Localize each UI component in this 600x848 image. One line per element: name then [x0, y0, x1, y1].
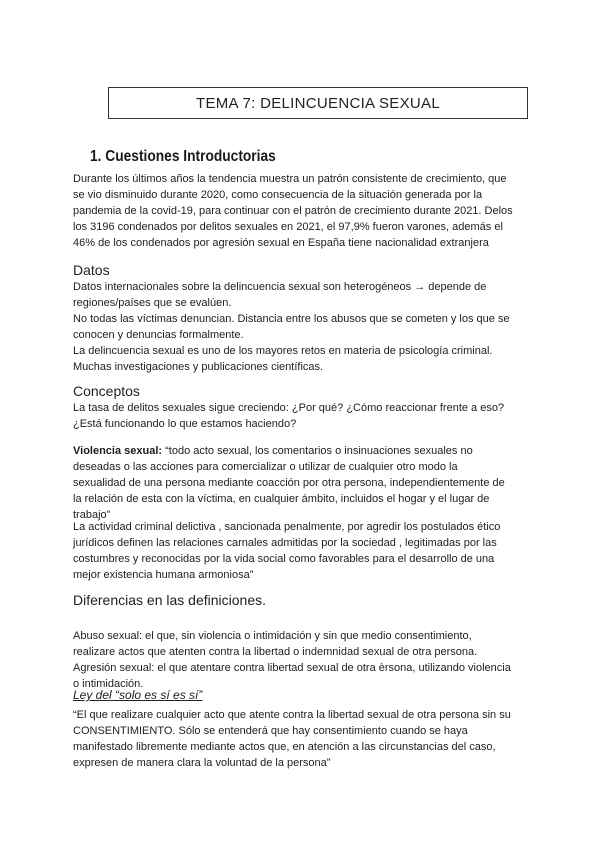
actividad-paragraph	[73, 519, 513, 583]
datos-line: Datos internacionales sobre la delincuencia sexual son heterogéneos → depende de regiones/países que se evalúen.	[73, 281, 487, 309]
datos-line: No todas las víctimas denuncian. Distancia entre los abusos que se cometen y los que se conocen y denuncias formalmente.	[73, 313, 510, 341]
violencia-label: Violencia sexual:	[73, 445, 163, 457]
violencia-text: “todo acto sexual, los comentarios o insinuaciones sexuales no deseadas o las acciones para comercializar o utilizar de cualquier otro modo la sexualidad de una persona mediante coacción por otra persona, independientemente de la relación de esta con la víctima, en cualquier ámbito, incluidos el hogar y el lugar de trabajo”	[73, 445, 505, 521]
agresion-text: Agresión sexual: el que atentare contra libertad sexual de otra èrsona, utilizando violencia o intimidación.	[73, 662, 511, 690]
datos-line: La delincuencia sexual es uno de los mayores retos en materia de psicología criminal. Muchas investigaciones y publicaciones científicas.	[73, 345, 493, 373]
datos-block	[73, 279, 513, 375]
conceptos-heading: Conceptos	[73, 383, 140, 399]
law-text: “El que realizare cualquier acto que atente contra la libertad sexual de otra persona sin su CONSENTIMIENTO. Sólo se entenderá que hay consentimiento cuando se haya manifestado libremente mediante actos que, en atención a las circunstancias del caso, expresen de manera clara la voluntad de la persona”	[73, 709, 511, 769]
abuso-text: Abuso sexual: el que, sin violencia o intimidación y sin que medio consentimiento, realizare actos que atenten contra la libertad o indemnidad sexual de otra persona.	[73, 630, 478, 658]
law-paragraph	[73, 707, 513, 771]
conceptos-intro	[73, 400, 513, 432]
conceptos-intro-text: La tasa de delitos sexuales sigue creciendo: ¿Por qué? ¿Cómo reaccionar frente a eso? ¿Está funcionando lo que estamos haciendo?	[73, 402, 505, 430]
law-title: Ley del “solo es sí es sí”	[73, 688, 203, 702]
datos-heading: Datos	[73, 262, 110, 278]
intro-paragraph	[73, 171, 513, 251]
section-heading-introductorias: 1. Cuestiones Introductorias	[90, 148, 276, 165]
diferencias-block	[73, 628, 513, 692]
diferencias-heading: Diferencias en las definiciones.	[73, 592, 266, 608]
violencia-definition	[73, 443, 513, 523]
intro-text: Durante los últimos años la tendencia muestra un patrón consistente de crecimiento, que se vio disminuido durante 2020, como consecuencia de la situación generada por la pandemia de la covid-19, para continuar con el patrón de crecimiento durante 2021. Delos los 3196 condenados por delitos sexuales en 2021, el 97,9% fueron varones, además el 46% de los condenados por agresión sexual en España tiene nacionalidad extranjera	[73, 173, 513, 249]
actividad-text: La actividad criminal delictiva , sancionada penalmente, por agredir los postulados ético jurídicos definen las relaciones carnales admitidas por la sociedad , legitimadas por las costumbres y reconocidas por la vida social como favorables para el desarrollo de una mejor existencia humana armoniosa”	[73, 521, 501, 581]
document-title: TEMA 7: DELINCUENCIA SEXUAL	[108, 87, 528, 119]
